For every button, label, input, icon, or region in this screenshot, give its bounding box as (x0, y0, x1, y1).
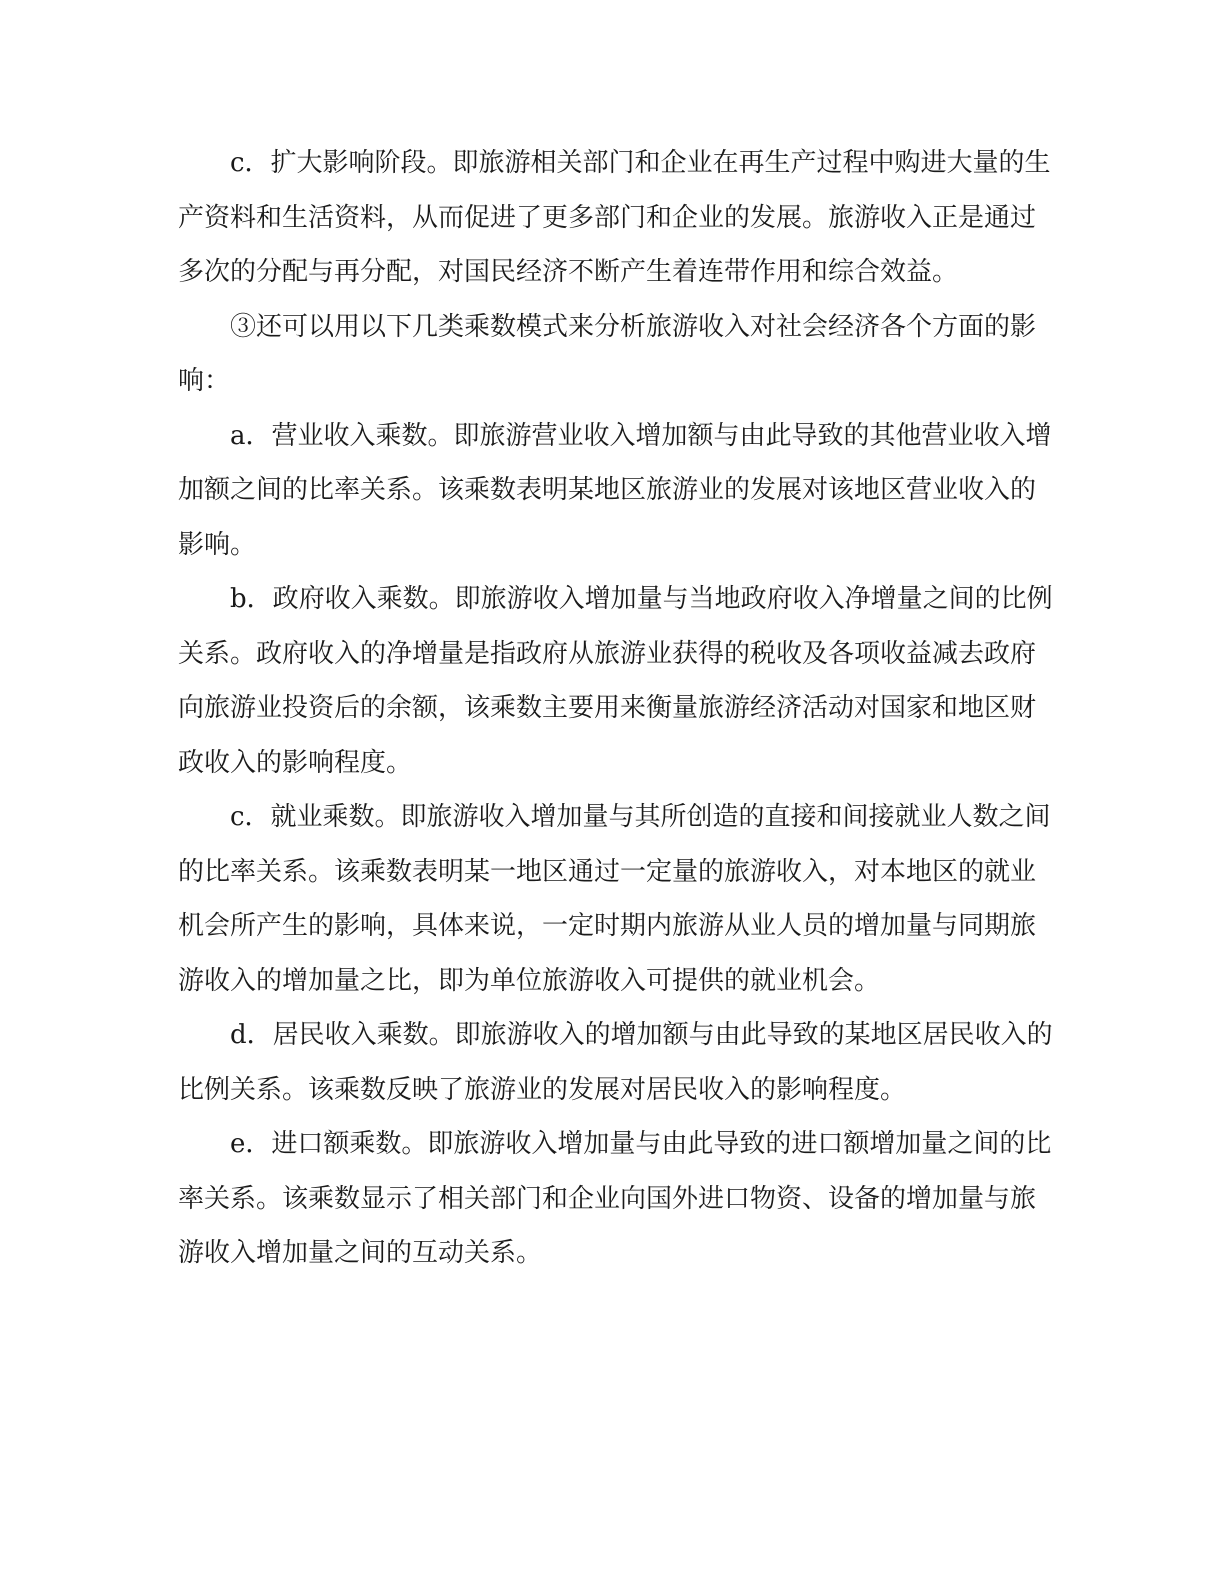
paragraph-resident-income-multiplier: d．居民收入乘数。即旅游收入的增加额与由此导致的某地区居民收入的比例关系。该乘数反映了旅游业的发展对居民收入的影响程度。 (178, 1020, 1053, 1105)
paragraph-government-multiplier: b．政府收入乘数。即旅游收入增加量与当地政府收入净增量之间的比例关系。政府收入的净增量是指政府从旅游业获得的税收及各项收益减去政府向旅游业投资后的余额，该乘数主要用来衡量旅游经济活动对国家和地区财政收入的影响程度。 (178, 584, 1053, 778)
paragraph-expansion-stage: c．扩大影响阶段。即旅游相关部门和企业在再生产过程中购进大量的生产资料和生活资料，从而促进了更多部门和企业的发展。旅游收入正是通过多次的分配与再分配，对国民经济不断产生着连带作用和综合效益。 (178, 148, 1051, 287)
paragraph-revenue-multiplier: a．营业收入乘数。即旅游营业收入增加额与由此导致的其他营业收入增加额之间的比率关系。该乘数表明某地区旅游业的发展对该地区营业收入的影响。 (178, 420, 1052, 560)
paragraph-import-multiplier: e．进口额乘数。即旅游收入增加量与由此导致的进口额增加量之间的比率关系。该乘数显示了相关部门和企业向国外进口物资、设备的增加量与旅游收入增加量之间的互动关系。 (178, 1129, 1052, 1268)
paragraph-multiplier-intro: ③还可以用以下几类乘数模式来分析旅游收入对社会经济各个方面的影响： (178, 311, 1037, 396)
paragraph-employment-multiplier: c．就业乘数。即旅游收入增加量与其所创造的直接和间接就业人数之间的比率关系。该乘数表明某一地区通过一定量的旅游收入，对本地区的就业机会所产生的影响，具体来说，一定时期内旅游从业人员的增加量与同期旅游收入的增加量之比，即为单位旅游收入可提供的就业机会。 (178, 802, 1051, 996)
document-body (178, 136, 1058, 1281)
